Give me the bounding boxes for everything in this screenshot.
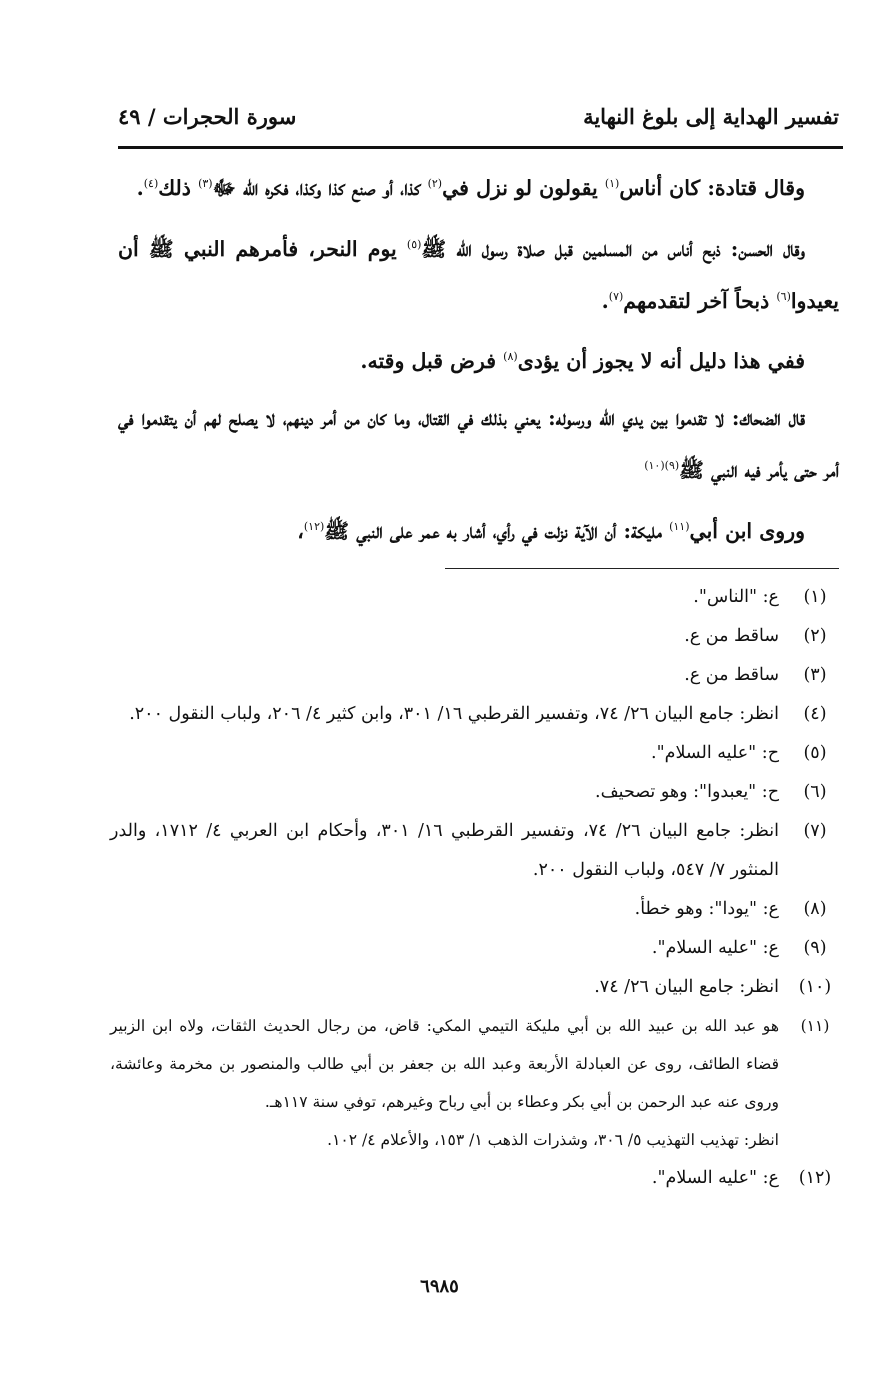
paragraph [118,394,839,494]
footnote-ref[interactable]: (١٢) [303,520,325,534]
footnote-number: (٢) [803,626,827,646]
footnote [110,617,839,656]
paragraph [118,503,839,555]
book-title: تفسير الهداية إلى بلوغ النهاية [583,104,839,129]
footnote [110,773,839,812]
paragraph-text: كذا، أو صنع كذا وكذا، فكره الله ﷻ [212,175,428,200]
paragraph-text: مليكة: أن الآية نزلت في رأي، أشار به عمر على النبي ﷺ [324,518,670,543]
footnote-text: ساقط من ع. [684,665,779,685]
paragraph-text: قال الضحاك: لا تقدموا بين يدي الله ورسوله: يعني بذلك في القتال، وما كان من أمر دينهم، لا يصلح لهم أن يتقدموا في أمر حتى يأمر فيه النبي ﷺ [118,406,839,483]
footnote-ref[interactable]: (٦) [776,289,791,303]
footnote-text: ع: "الناس". [693,587,779,607]
running-header [118,104,839,142]
footnote-ref[interactable]: (٣) [198,177,213,190]
header-rule [118,146,843,149]
footnote-number: (١١) [800,1017,830,1035]
footnote-number: (٣) [803,665,827,685]
footnote-ref[interactable]: (٢) [427,177,443,190]
paragraph-text: يوم النحر، فأمرهم النبي ﷺ أن يعيدوا [118,236,839,313]
footnote-ref[interactable]: (٩)(١٠) [644,459,680,473]
footnote-text: ع: "يودا": وهو خطأ. [634,899,779,919]
footnotes [110,578,839,1198]
paragraph-text: . [136,175,144,200]
footnote [110,695,839,734]
footnote-number: (٦) [803,782,827,802]
footnote-number: (٩) [803,938,827,958]
footnote-ref[interactable]: (٥) [406,237,422,251]
footnote-text: ساقط من ع. [684,626,779,646]
paragraph-text: فرض قبل وقته. [360,349,504,374]
footnote-number: (٧) [803,821,827,841]
footnote-number: (٨) [803,899,827,919]
footnote-ref[interactable]: (٧) [608,289,624,303]
footnote-number: (١٢) [798,1168,832,1188]
page-number: ٦٩٨٥ [420,1276,459,1297]
footnote-number: (١٠) [798,977,832,997]
paragraph-text: ذبحاً آخر لتقدمهم [623,288,777,313]
footnote [110,968,839,1007]
footnote-separator [445,568,839,569]
footnote-ref[interactable]: (١) [604,177,620,190]
footnote [110,656,839,695]
footnote [110,734,839,773]
footnote-text: ح: "يعبدوا": وهو تصحيف. [595,782,779,802]
footnote [110,890,839,929]
paragraph-text: ، [297,518,304,543]
footnote-text: هو عبد الله بن عبيد الله بن أبي مليكة التيمي المكي: قاض، من رجال الحديث الثقات، ولاه ابن الزبير قضاء الطائف، روى عن العبادلة الأربعة وعبد الله بن جعفر بن أبي طالب والمنصور بن مخرمة وعائشة، وروى عنه عبد الرحمن بن أبي بكر وعطاء بن أبي رباح وغيرهم، توفي سنة ١١٧هـ. [110,1017,779,1111]
footnote [110,1007,839,1159]
footnote-text: انظر: جامع البيان ٢٦/ ٧٤، وتفسير القرطبي ١٦/ ٣٠١، وابن كثير ٤/ ٢٠٦، ولباب النقول ٢٠٠. [129,704,779,724]
footnote [110,929,839,968]
paragraph-text: وقال قتادة: كان أناس [619,175,805,200]
footnote-text: انظر: تهذيب التهذيب ٥/ ٣٠٦، وشذرات الذهب ١/ ١٥٣، والأعلام ٤/ ١٠٢. [327,1131,779,1149]
footnote-number: (٤) [803,704,827,724]
paragraph [118,221,839,325]
footnote-text: انظر: جامع البيان ٢٦/ ٧٤. [594,977,779,997]
footnote-ref[interactable]: (٨) [503,350,518,364]
main-text [118,160,839,564]
footnote-text: ع: "عليه السلام". [651,1168,779,1188]
surah-label: سورة الحجرات / ٤٩ [118,104,297,129]
footnote-ref[interactable]: (٤) [143,177,159,190]
paragraph-text: ذلك [158,175,199,200]
footnote-ref[interactable]: (١١) [669,520,690,534]
footnote-text: ح: "عليه السلام". [651,743,779,763]
paragraph [118,160,839,212]
footnote-number: (٥) [803,743,827,763]
footnote-text: انظر: جامع البيان ٢٦/ ٧٤، وتفسير القرطبي ١٦/ ٣٠١، وأحكام ابن العربي ٤/ ١٧١٢، والدر المنثور ٧/ ٥٤٧، ولباب النقول ٢٠٠. [110,821,780,880]
footnote [110,1159,839,1198]
paragraph-text: يقولون لو نزل في [442,175,605,200]
paragraph [118,333,839,385]
footnote-number: (١) [803,587,827,607]
paragraph-text: وقال الحسن: ذبح أناس من المسلمين قبل صلاة رسول الله ﷺ [421,236,805,261]
paragraph-text: ففي هذا دليل أنه لا يجوز أن يؤدى [517,349,805,374]
footnote-text: ع: "عليه السلام". [651,938,779,958]
paragraph-text: . [601,288,609,313]
footnote [110,812,839,890]
paragraph-text: وروى ابن أبي [689,518,805,543]
footnote [110,578,839,617]
